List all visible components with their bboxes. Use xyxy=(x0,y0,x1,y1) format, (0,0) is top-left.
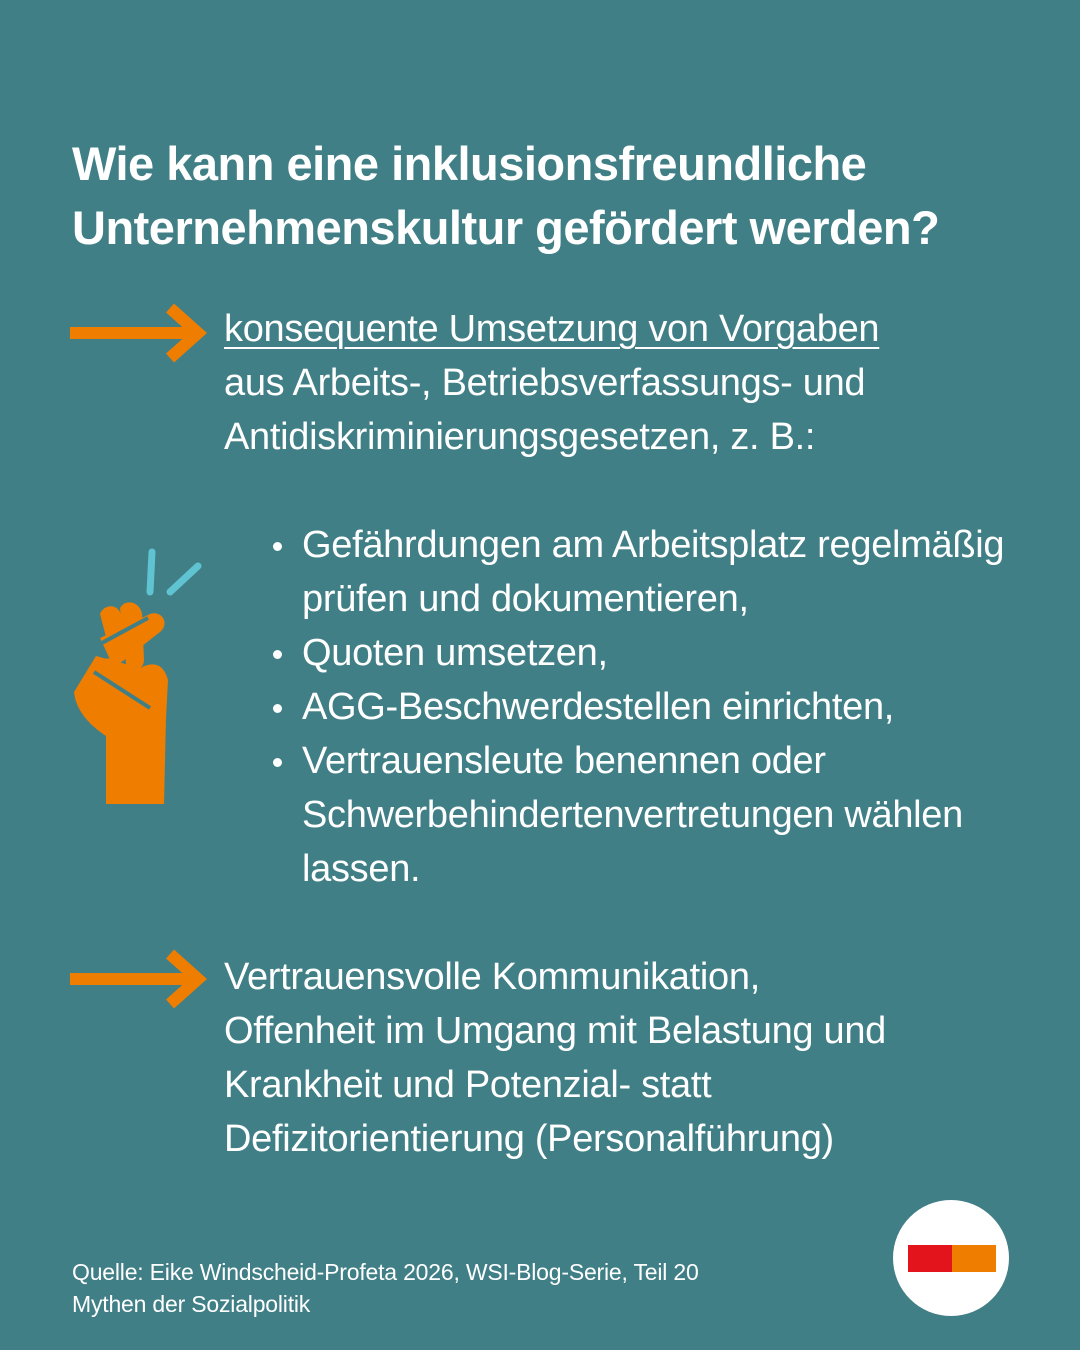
communication-line-2: Offenheit im Umgang mit Belastung und xyxy=(224,1010,887,1052)
list-item-line: Quoten umsetzen, xyxy=(302,632,608,674)
title-line-1: Wie kann eine inklusionsfreundliche xyxy=(72,137,867,190)
requirements-heading: konsequente Umsetzung von Vorgaben xyxy=(224,308,880,350)
requirements-block xyxy=(224,302,879,464)
source-line-1: Quelle: Eike Windscheid-Profeta 2026, WSI-Blog-Serie, Teil 20 xyxy=(72,1259,699,1285)
snapping-fingers-icon xyxy=(70,548,210,804)
source-line-2: Mythen der Sozialpolitik xyxy=(72,1291,311,1317)
brand-logo xyxy=(893,1200,1009,1316)
arrow-right-icon xyxy=(70,302,208,364)
list-item xyxy=(270,734,1060,896)
title-line-2: Unternehmenskultur gefördert werden? xyxy=(72,201,940,254)
communication-line-1: Vertrauensvolle Kommunikation, xyxy=(224,956,760,998)
communication-block xyxy=(224,950,886,1166)
source-note xyxy=(72,1256,699,1320)
logo-red-block xyxy=(908,1245,952,1272)
list-item-line: Schwerbehindertenvertretungen wählen xyxy=(302,794,963,836)
list-item-line: lassen. xyxy=(302,848,421,890)
arrow-right-icon xyxy=(70,948,208,1010)
list-item-line: Gefährdungen am Arbeitsplatz regelmäßig xyxy=(302,524,1005,566)
page-title xyxy=(72,132,1032,260)
list-item xyxy=(270,518,1060,626)
measures-list xyxy=(270,518,1060,896)
requirements-line-3: Antidiskriminierungsgesetzen, z. B.: xyxy=(224,416,816,458)
communication-line-3: Krankheit und Potenzial- statt xyxy=(224,1064,712,1106)
requirements-line-2: aus Arbeits-, Betriebsverfassungs- und xyxy=(224,362,866,404)
logo-orange-block xyxy=(952,1245,996,1272)
list-item-line: prüfen und dokumentieren, xyxy=(302,578,749,620)
communication-line-4: Defizitorientierung (Personalführung) xyxy=(224,1118,834,1160)
list-item xyxy=(270,680,1060,734)
list-item xyxy=(270,626,1060,680)
list-item-line: AGG-Beschwerdestellen einrichten, xyxy=(302,686,895,728)
list-item-line: Vertrauensleute benennen oder xyxy=(302,740,826,782)
